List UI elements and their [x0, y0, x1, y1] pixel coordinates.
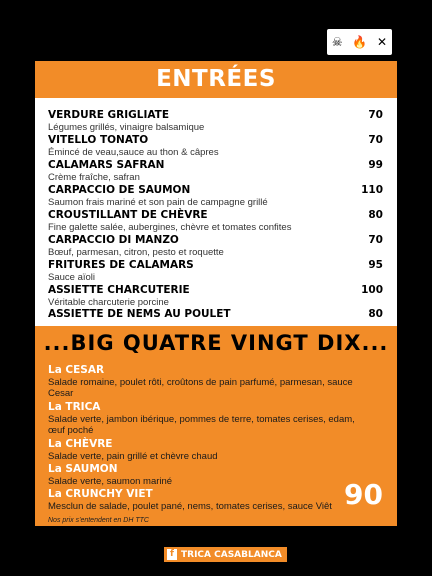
salad-name: La CESAR [48, 364, 105, 376]
item-description: Bœuf, parmesan, citron, pesto et roquette [48, 247, 224, 258]
item-description: Véritable charcuterie porcine [48, 297, 169, 308]
menu-item [48, 234, 383, 258]
item-name: CARPACCIO DI MANZO [48, 234, 179, 246]
toxic-icon: ☠ [331, 35, 343, 49]
menu-item [48, 259, 383, 283]
menu-item [48, 134, 383, 158]
item-name: CARPACCIO DE SAUMON [48, 184, 191, 196]
item-name: ASSIETTE CHARCUTERIE [48, 284, 190, 296]
item-description: Saumon frais mariné et son pain de campagne grillé [48, 197, 268, 208]
item-price: 70 [368, 109, 383, 121]
item-name: ASSIETTE DE NEMS AU POULET [48, 308, 231, 320]
salad-name: La CHÈVRE [48, 438, 113, 450]
facebook-label: TRICA CASABLANCA [181, 549, 282, 560]
salad-item [48, 401, 368, 436]
price-badge: 90 [344, 478, 383, 511]
item-price: 110 [361, 184, 383, 196]
salad-description: Salade verte, jambon ibérique, pommes de terre, tomates cerises, edam, œuf poché [48, 414, 355, 436]
no-entry-icon: ✕ [377, 35, 388, 49]
item-name: CALAMARS SAFRAN [48, 159, 165, 171]
salad-name: La SAUMON [48, 463, 118, 475]
salad-name: La CRUNCHY VIET [48, 488, 153, 500]
menu-item [48, 184, 383, 208]
section-title: ...BIG QUATRE VINGT DIX... [43, 331, 389, 355]
item-name: FRITURES DE CALAMARS [48, 259, 194, 271]
salad-item [48, 463, 368, 487]
price-note: Nos prix s'entendent en DH TTC [48, 517, 149, 524]
item-description: Sauce aïoli [48, 272, 96, 283]
salad-item [48, 438, 368, 462]
item-price: 100 [361, 284, 383, 296]
item-description: Crème fraîche, safran [48, 172, 140, 183]
salad-description: Salade verte, saumon mariné [48, 476, 173, 487]
item-name: CROUSTILLANT DE CHÈVRE [48, 209, 208, 221]
menu-item [48, 284, 383, 308]
item-price: 95 [368, 259, 383, 271]
item-price: 99 [368, 159, 383, 171]
facebook-badge[interactable] [164, 547, 287, 562]
menu-item [48, 109, 383, 133]
menu-item [48, 209, 383, 233]
hazard-symbols [327, 29, 392, 55]
salad-description: Mesclun de salade, poulet pané, nems, tomates cerises, sauce Viêt [48, 501, 332, 512]
menu-item [48, 159, 383, 183]
salad-description: Salade romaine, poulet rôti, croûtons de pain parfumé, parmesan, sauce Cesar [48, 377, 353, 399]
salad-item [48, 364, 368, 399]
salad-name: La TRICA [48, 401, 101, 413]
salads-section [35, 326, 397, 526]
item-price: 80 [368, 209, 383, 221]
entrees-header [35, 61, 397, 98]
item-description: Émincé de veau,sauce au thon & câpres [48, 147, 219, 158]
salad-description: Salade verte, pain grillé et chèvre chaud [48, 451, 218, 462]
section-title: ENTRÉES [156, 66, 276, 92]
facebook-icon: f [167, 549, 177, 560]
salad-item [48, 488, 368, 512]
item-description: Légumes grillés, vinaigre balsamique [48, 122, 205, 133]
item-description: Fine galette salée, aubergines, chèvre et tomates confites [48, 222, 292, 233]
entrees-list [35, 98, 397, 326]
item-name: VITELLO TONATO [48, 134, 149, 146]
item-price: 70 [368, 134, 383, 146]
item-name: VERDURE GRIGLIATE [48, 109, 170, 121]
menu-item [48, 308, 383, 321]
flammable-icon: 🔥 [352, 35, 368, 49]
item-price: 80 [368, 308, 383, 320]
item-price: 70 [368, 234, 383, 246]
